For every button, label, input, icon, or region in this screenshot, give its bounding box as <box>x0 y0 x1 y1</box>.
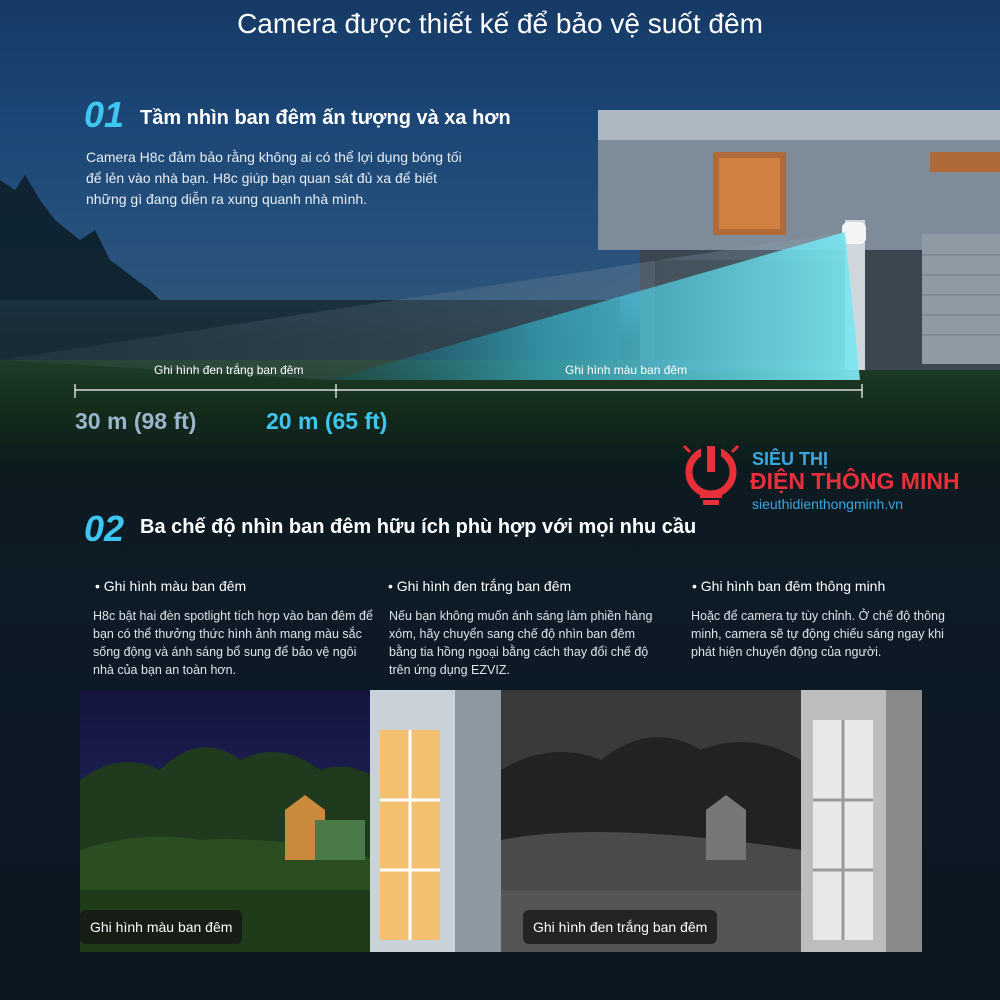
mode-description: Hoặc để camera tự tùy chỉnh. Ở chế độ thông minh, camera sẽ tự động chiếu sáng ngay khi phát hiện chuyển động của người. <box>691 609 945 659</box>
brand-logo-icon <box>676 440 746 506</box>
mode-title: • Ghi hình ban đêm thông minh <box>692 578 886 594</box>
label-bw: Ghi hình đen trắng ban đêm <box>154 363 304 377</box>
distance-scale <box>70 380 870 402</box>
brand-line2: ĐIỆN THÔNG MINH <box>750 468 960 494</box>
photo-caption-bw: Ghi hình đen trắng ban đêm <box>523 910 717 944</box>
photo-caption-color: Ghi hình màu ban đêm <box>80 910 242 944</box>
brand-line1: SIÊU THỊ <box>752 449 829 469</box>
section-number: 01 <box>84 94 125 135</box>
distance-color: 20 m (65 ft) <box>266 408 388 434</box>
section-description: Camera H8c đảm bảo rằng không ai có thể lợi dụng bóng tối để lẻn vào nhà bạn. H8c giúp bạn quan sát đủ xa để biết những gì đang diễn ra xung quanh nhà mình. <box>86 149 462 207</box>
mode-title: • Ghi hình đen trắng ban đêm <box>388 578 572 594</box>
distance-bw: 30 m (98 ft) <box>75 408 197 434</box>
section2-title: Ba chế độ nhìn ban đêm hữu ích phù hợp với mọi nhu cầu <box>140 516 697 538</box>
section-title: Tầm nhìn ban đêm ấn tượng và xa hơn <box>140 107 511 129</box>
brand-url: sieuthidienthongminh.vn <box>752 496 903 512</box>
mode-description: H8c bật hai đèn spotlight tích hợp vào ban đêm để bạn có thể thưởng thức hình ảnh mang màu sắc sống động và ánh sáng bổ sung để bảo vệ ngôi nhà của bạn an toàn hơn. <box>93 609 373 677</box>
mode-description: Nếu bạn không muốn ánh sáng làm phiền hàng xóm, hãy chuyển sang chế độ nhìn ban đêm bằng tia hồng ngoại bằng cách thay đổi chế độ trên ứng dụng EZVIZ. <box>389 609 653 677</box>
section2-number: 02 <box>84 508 125 549</box>
mode-title: • Ghi hình màu ban đêm <box>95 578 247 594</box>
page-title: Camera được thiết kế để bảo vệ suốt đêm <box>237 8 763 39</box>
label-color: Ghi hình màu ban đêm <box>565 363 688 377</box>
